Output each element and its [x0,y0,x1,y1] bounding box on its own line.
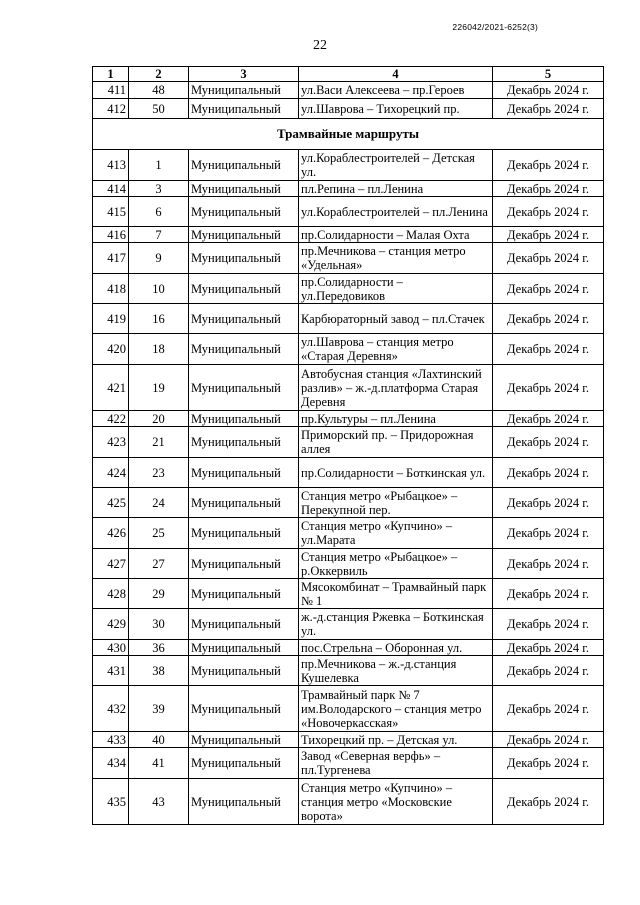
route-type: Муниципальный [189,549,299,579]
row-number: 428 [93,579,129,609]
row-number: 415 [93,197,129,227]
header-col-5: 5 [493,67,604,82]
route-type: Муниципальный [189,82,299,99]
route-type: Муниципальный [189,304,299,334]
row-number: 420 [93,334,129,365]
completion-date: Декабрь 2024 г. [493,181,604,197]
route-number: 27 [129,549,189,579]
route-type: Муниципальный [189,334,299,365]
row-number: 413 [93,150,129,181]
table-row [93,274,604,304]
row-number: 412 [93,99,129,119]
row-number: 432 [93,686,129,732]
route-number: 21 [129,427,189,458]
header-col-1: 1 [93,67,129,82]
table-row [93,150,604,181]
table-row [93,686,604,732]
row-number: 421 [93,365,129,411]
route-path: пр.Культуры – пл.Ленина [299,411,493,427]
route-type: Муниципальный [189,579,299,609]
route-type: Муниципальный [189,243,299,274]
route-path: пр.Мечникова – станция метро «Удельная» [299,243,493,274]
row-number: 433 [93,732,129,748]
route-path: Станция метро «Рыбацкое» – р.Оккервиль [299,549,493,579]
route-path: Мясокомбинат – Трамвайный парк № 1 [299,579,493,609]
route-number: 43 [129,779,189,825]
route-number: 38 [129,656,189,686]
table-row [93,609,604,640]
route-type: Муниципальный [189,197,299,227]
completion-date: Декабрь 2024 г. [493,458,604,488]
route-type: Муниципальный [189,458,299,488]
route-number: 7 [129,227,189,243]
route-path: ул.Кораблестроителей – Детская ул. [299,150,493,181]
route-type: Муниципальный [189,488,299,518]
route-type: Муниципальный [189,411,299,427]
document-id: 226042/2021-6252(3) [452,22,538,32]
route-type: Муниципальный [189,779,299,825]
routes-table [92,66,604,825]
completion-date: Декабрь 2024 г. [493,779,604,825]
route-type: Муниципальный [189,227,299,243]
header-col-3: 3 [189,67,299,82]
table-row [93,82,604,99]
route-type: Муниципальный [189,274,299,304]
route-path: ул.Кораблестроителей – пл.Ленина [299,197,493,227]
route-path: Карбюраторный завод – пл.Стачек [299,304,493,334]
route-number: 23 [129,458,189,488]
table-row [93,427,604,458]
route-path: пос.Стрельна – Оборонная ул. [299,640,493,656]
route-number: 18 [129,334,189,365]
section-title: Трамвайные маршруты [93,119,604,150]
table-row [93,181,604,197]
route-number: 29 [129,579,189,609]
completion-date: Декабрь 2024 г. [493,82,604,99]
table-row [93,549,604,579]
row-number: 434 [93,748,129,779]
route-path: пр.Солидарности – Боткинская ул. [299,458,493,488]
row-number: 411 [93,82,129,99]
table-row [93,243,604,274]
route-type: Муниципальный [189,609,299,640]
route-number: 39 [129,686,189,732]
table-row [93,304,604,334]
route-type: Муниципальный [189,732,299,748]
table-row [93,656,604,686]
route-type: Муниципальный [189,181,299,197]
table-row [93,99,604,119]
route-number: 19 [129,365,189,411]
route-type: Муниципальный [189,518,299,549]
route-path: пр.Солидарности – ул.Передовиков [299,274,493,304]
section-body [93,119,604,150]
route-path: пл.Репина – пл.Ленина [299,181,493,197]
bus-rows [93,82,604,119]
completion-date: Декабрь 2024 г. [493,227,604,243]
completion-date: Декабрь 2024 г. [493,748,604,779]
route-path: пр.Солидарности – Малая Охта [299,227,493,243]
route-number: 16 [129,304,189,334]
route-number: 6 [129,197,189,227]
route-type: Муниципальный [189,427,299,458]
table-row [93,640,604,656]
route-number: 48 [129,82,189,99]
row-number: 423 [93,427,129,458]
completion-date: Декабрь 2024 г. [493,427,604,458]
completion-date: Декабрь 2024 г. [493,732,604,748]
route-path: Станция метро «Купчино» – ул.Марата [299,518,493,549]
route-path: ул.Шаврова – станция метро «Старая Деревня» [299,334,493,365]
completion-date: Декабрь 2024 г. [493,518,604,549]
route-number: 20 [129,411,189,427]
completion-date: Декабрь 2024 г. [493,488,604,518]
route-number: 9 [129,243,189,274]
completion-date: Декабрь 2024 г. [493,334,604,365]
route-type: Муниципальный [189,150,299,181]
table-row [93,365,604,411]
completion-date: Декабрь 2024 г. [493,686,604,732]
row-number: 417 [93,243,129,274]
route-number: 50 [129,99,189,119]
completion-date: Декабрь 2024 г. [493,150,604,181]
completion-date: Декабрь 2024 г. [493,99,604,119]
route-number: 40 [129,732,189,748]
table-row [93,518,604,549]
route-path: ул.Васи Алексеева – пр.Героев [299,82,493,99]
completion-date: Декабрь 2024 г. [493,549,604,579]
section-row [93,119,604,150]
completion-date: Декабрь 2024 г. [493,365,604,411]
completion-date: Декабрь 2024 г. [493,274,604,304]
row-number: 435 [93,779,129,825]
row-number: 430 [93,640,129,656]
table-row [93,411,604,427]
completion-date: Декабрь 2024 г. [493,579,604,609]
route-number: 3 [129,181,189,197]
completion-date: Декабрь 2024 г. [493,243,604,274]
row-number: 414 [93,181,129,197]
table-row [93,227,604,243]
table-row [93,488,604,518]
route-path: Тихорецкий пр. – Детская ул. [299,732,493,748]
tram-rows [93,150,604,825]
route-path: пр.Мечникова – ж.-д.станция Кушелевка [299,656,493,686]
route-number: 30 [129,609,189,640]
table-row [93,748,604,779]
table-row [93,458,604,488]
row-number: 426 [93,518,129,549]
route-number: 25 [129,518,189,549]
table-row [93,579,604,609]
row-number: 419 [93,304,129,334]
route-path: ж.-д.станция Ржевка – Боткинская ул. [299,609,493,640]
header-col-4: 4 [299,67,493,82]
route-path: Станция метро «Рыбацкое» – Перекупной пер. [299,488,493,518]
route-path: Приморский пр. – Придорожная аллея [299,427,493,458]
completion-date: Декабрь 2024 г. [493,304,604,334]
route-path: ул.Шаврова – Тихорецкий пр. [299,99,493,119]
route-path: Завод «Северная верфь» – пл.Тургенева [299,748,493,779]
header-col-2: 2 [129,67,189,82]
row-number: 427 [93,549,129,579]
table-row [93,197,604,227]
completion-date: Декабрь 2024 г. [493,640,604,656]
route-number: 1 [129,150,189,181]
row-number: 416 [93,227,129,243]
route-path: Автобусная станция «Лахтинский разлив» – ж.-д.платформа Старая Деревня [299,365,493,411]
page-number: 22 [313,38,327,53]
table-row [93,732,604,748]
row-number: 429 [93,609,129,640]
route-type: Муниципальный [189,656,299,686]
table-header-row [93,67,604,82]
route-number: 41 [129,748,189,779]
completion-date: Декабрь 2024 г. [493,609,604,640]
row-number: 425 [93,488,129,518]
table-row [93,779,604,825]
completion-date: Декабрь 2024 г. [493,197,604,227]
route-type: Муниципальный [189,365,299,411]
route-type: Муниципальный [189,99,299,119]
route-path: Трамвайный парк № 7 им.Володарского – станция метро «Новочеркасская» [299,686,493,732]
row-number: 431 [93,656,129,686]
row-number: 418 [93,274,129,304]
route-path: Станция метро «Купчино» – станция метро «Московские ворота» [299,779,493,825]
route-number: 24 [129,488,189,518]
row-number: 422 [93,411,129,427]
route-number: 36 [129,640,189,656]
table-row [93,334,604,365]
route-type: Муниципальный [189,640,299,656]
route-type: Муниципальный [189,686,299,732]
route-number: 10 [129,274,189,304]
row-number: 424 [93,458,129,488]
route-type: Муниципальный [189,748,299,779]
completion-date: Декабрь 2024 г. [493,411,604,427]
completion-date: Декабрь 2024 г. [493,656,604,686]
